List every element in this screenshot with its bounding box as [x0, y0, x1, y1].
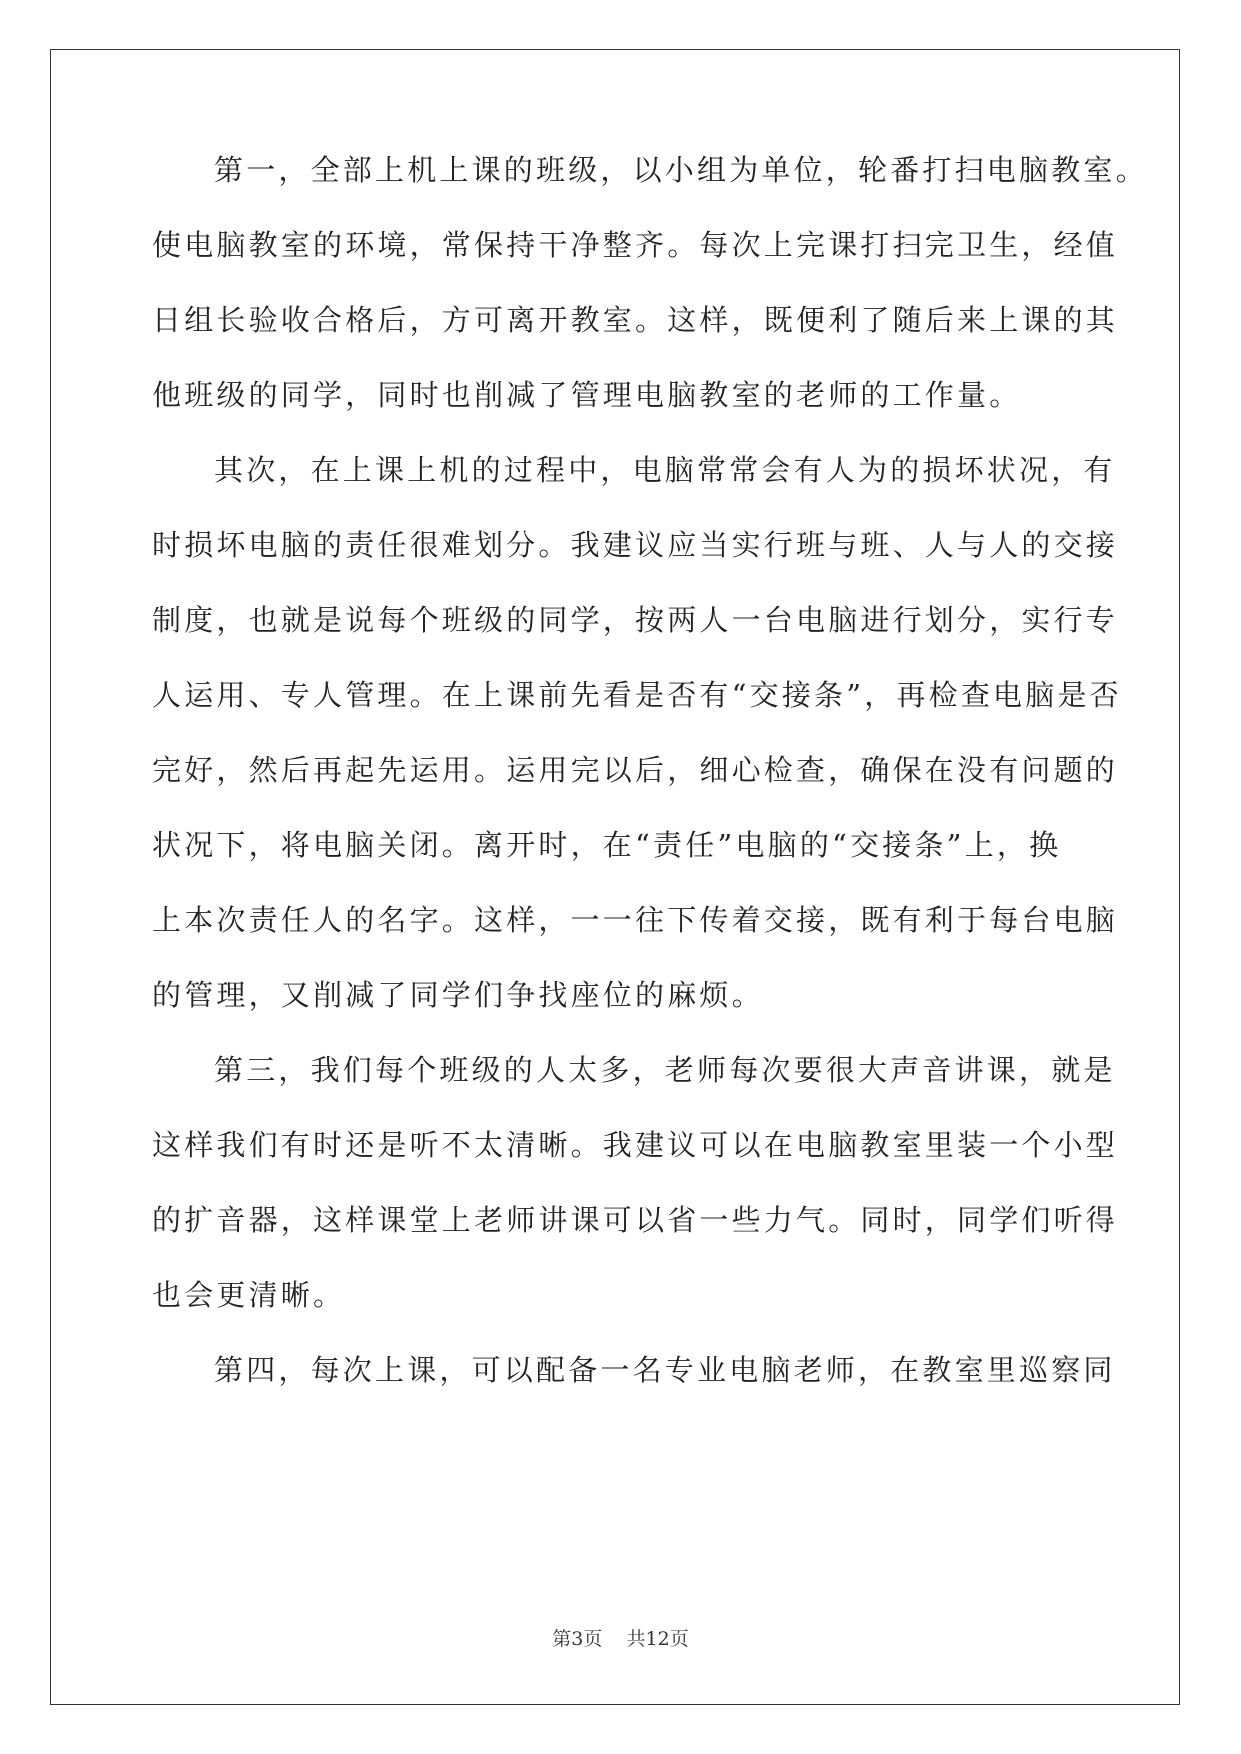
- page-total: 共12页: [626, 1628, 689, 1650]
- paragraph-2-line-3: 制度，也就是说每个班级的同学，按两人一台电脑进行划分，实行专: [152, 603, 1119, 637]
- paragraph-1-line-2: 使电脑教室的环境，常保持干净整齐。每次上完课打扫完卫生，经值: [152, 228, 1119, 262]
- paragraph-3-line-4: 也会更清晰。: [152, 1278, 346, 1312]
- paragraph-4-line-1: 第四，每次上课，可以配备一名专业电脑老师，在教室里巡察同: [214, 1353, 1116, 1387]
- paragraph-2-line-5: 完好，然后再起先运用。运用完以后，细心检查，确保在没有问题的: [152, 753, 1119, 787]
- page-border: [50, 49, 1180, 1705]
- paragraph-2-line-6: 状况下，将电脑关闭。离开时，在“责任”电脑的“交接条”上，换: [152, 828, 1062, 862]
- paragraph-2-line-7: 上本次责任人的名字。这样，一一往下传着交接，既有利于每台电脑: [152, 903, 1119, 937]
- paragraph-3-line-2: 这样我们有时还是听不太清晰。我建议可以在电脑教室里装一个小型: [152, 1128, 1119, 1162]
- paragraph-2-line-1: 其次，在上课上机的过程中，电脑常常会有人为的损坏状况，有: [214, 453, 1116, 487]
- paragraph-2-line-4: 人运用、专人管理。在上课前先看是否有“交接条”，再检查电脑是否: [152, 678, 1122, 712]
- paragraph-2-line-2: 时损坏电脑的责任很难划分。我建议应当实行班与班、人与人的交接: [152, 528, 1119, 562]
- paragraph-1-line-4: 他班级的同学，同时也削减了管理电脑教室的老师的工作量。: [152, 378, 1022, 412]
- paragraph-1-line-3: 日组长验收合格后，方可离开教室。这样，既便利了随后来上课的其: [152, 303, 1119, 337]
- paragraph-3-line-1: 第三，我们每个班级的人太多，老师每次要很大声音讲课，就是: [214, 1053, 1116, 1087]
- paragraph-2-line-8: 的管理，又削减了同学们争找座位的麻烦。: [152, 978, 764, 1012]
- paragraph-3-line-3: 的扩音器，这样课堂上老师讲课可以省一些力气。同时，同学们听得: [152, 1203, 1119, 1237]
- page-number: 第3页: [552, 1628, 603, 1650]
- page-footer: [0, 1624, 1241, 1651]
- paragraph-1-line-1: 第一，全部上机上课的班级，以小组为单位，轮番打扫电脑教室。: [214, 153, 1148, 187]
